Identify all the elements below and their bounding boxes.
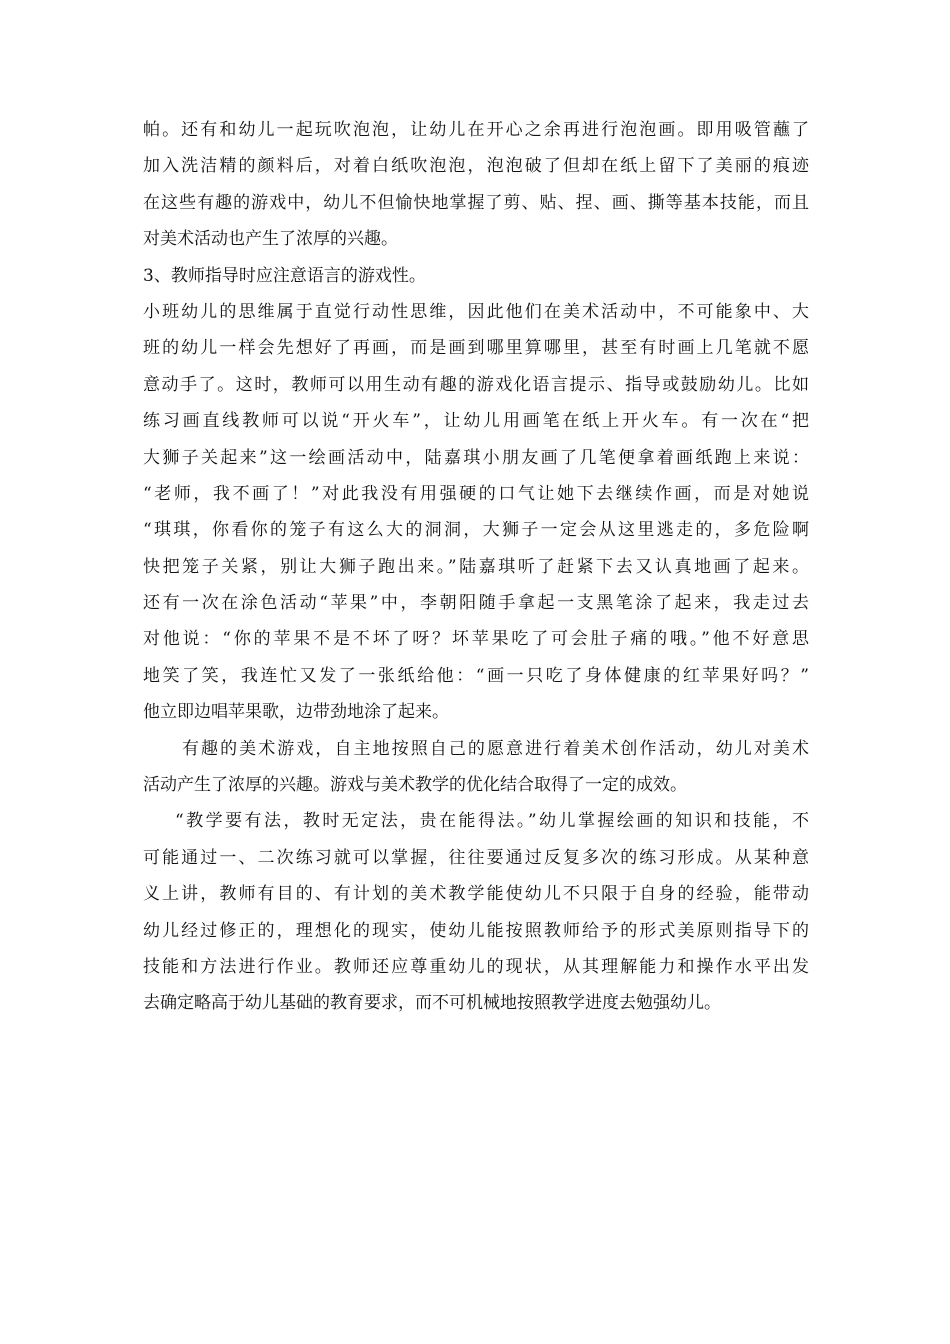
text-line: 可能通过一、二次练习就可以掌握，往往要通过反复多次的练习形成。从某种意 xyxy=(143,847,809,868)
text-line: “琪琪，你看你的笼子有这么大的洞洞，大狮子一定会从这里逃走的，多危险啊 xyxy=(143,520,809,541)
document-body xyxy=(143,112,809,1022)
text-line: 幼儿经过修正的，理想化的现实，使幼儿能按照教师给予的形式美原则指导下的 xyxy=(143,920,809,941)
text-line: 对他说：“你的苹果不是不坏了呀？坏苹果吃了可会肚子痛的哦。”他不好意思 xyxy=(143,629,809,650)
text-line: 班的幼儿一样会先想好了再画，而是画到哪里算哪里，甚至有时画上几笔就不愿 xyxy=(143,338,809,359)
text-line: 意动手了。这时，教师可以用生动有趣的游戏化语言提示、指导或鼓励幼儿。比如 xyxy=(143,374,809,395)
text-line: 对美术活动也产生了浓厚的兴趣。 xyxy=(143,229,398,250)
text-line: 去确定略高于幼儿基础的教育要求，而不可机械地按照教学进度去勉强幼儿。 xyxy=(143,993,721,1014)
text-line: 他立即边唱苹果歌，边带劲地涂了起来。 xyxy=(143,702,449,723)
text-line: 有趣的美术游戏，自主地按照自己的愿意进行着美术创作活动，幼儿对美术 xyxy=(182,738,809,759)
text-line: 义上讲，教师有目的、有计划的美术教学能使幼儿不只限于自身的经验，能带动 xyxy=(143,884,809,905)
text-line: 技能和方法进行作业。教师还应尊重幼儿的现状，从其理解能力和操作水平出发 xyxy=(143,956,809,977)
text-line: 小班幼儿的思维属于直觉行动性思维，因此他们在美术活动中，不可能象中、大 xyxy=(143,301,809,322)
text-line: “教学要有法，教时无定法，贵在能得法。”幼儿掌握绘画的知识和技能，不 xyxy=(175,811,809,832)
text-line: “老师，我不画了！”对此我没有用强硬的口气让她下去继续作画，而是对她说 xyxy=(143,483,809,504)
text-line: 还有一次在涂色活动“苹果”中，李朝阳随手拿起一支黑笔涂了起来，我走过去 xyxy=(143,593,809,614)
section-heading: 3、教师指导时应注意语言的游戏性。 xyxy=(143,265,426,286)
text-line: 在这些有趣的游戏中，幼儿不但愉快地掌握了剪、贴、捏、画、撕等基本技能，而且 xyxy=(143,192,809,213)
text-line: 地笑了笑，我连忙又发了一张纸给他：“画一只吃了身体健康的红苹果好吗？” xyxy=(143,665,809,686)
text-line: 活动产生了浓厚的兴趣。游戏与美术教学的优化结合取得了一定的成效。 xyxy=(143,775,687,796)
text-line: 练习画直线教师可以说“开火车”，让幼儿用画笔在纸上开火车。有一次在“把 xyxy=(143,411,809,432)
text-line: 快把笼子关紧，别让大狮子跑出来。”陆嘉琪听了赶紧下去又认真地画了起来。 xyxy=(143,556,809,577)
text-line: 加入洗洁精的颜料后，对着白纸吹泡泡，泡泡破了但却在纸上留下了美丽的痕迹 xyxy=(143,156,809,177)
text-line: 大狮子关起来”这一绘画活动中，陆嘉琪小朋友画了几笔便拿着画纸跑上来说： xyxy=(143,447,809,468)
text-line: 帕。还有和幼儿一起玩吹泡泡，让幼儿在开心之余再进行泡泡画。即用吸管蘸了 xyxy=(143,120,809,140)
